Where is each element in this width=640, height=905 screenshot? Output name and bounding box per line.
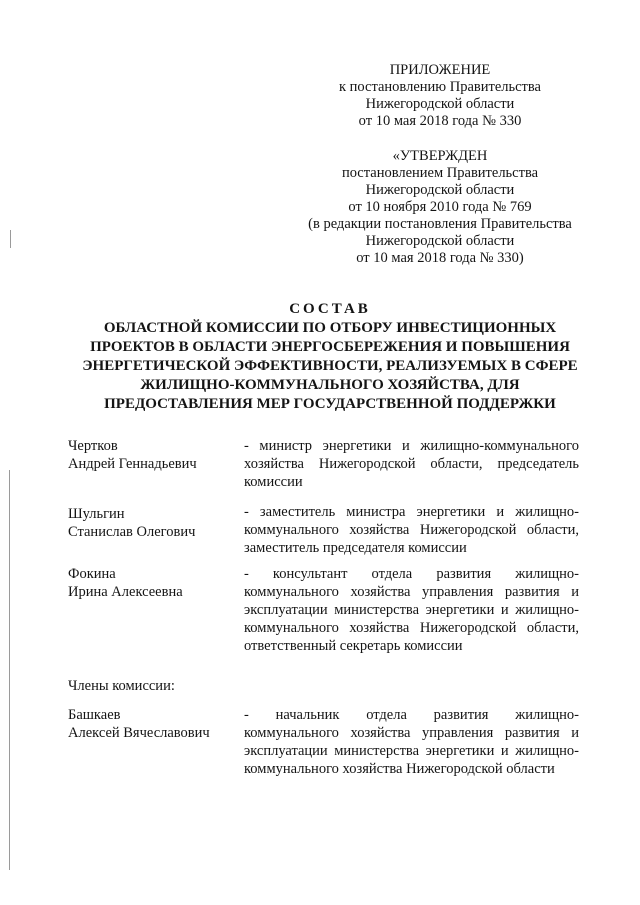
member-given-name: Алексей Вячеславович: [68, 725, 210, 741]
approved-line: постановлением Правительства: [341, 165, 539, 181]
approved-line: «УТВЕРЖДЕН: [392, 148, 488, 164]
person-given-name: Андрей Геннадьевич: [68, 456, 197, 472]
approved-line: от 10 ноября 2010 года № 769: [348, 199, 532, 215]
member-role: - начальник отдела развития жилищно-коммунального хозяйства управления развития и эксплуатации министерства энергетики и жилищно-коммунального хозяйства Нижегородской области: [244, 707, 579, 777]
scan-edge-line: [9, 470, 10, 870]
appendix-line: от 10 мая 2018 года № 330: [358, 113, 522, 129]
approved-line: Нижегородской области: [365, 233, 515, 249]
person-surname: Шульгин: [68, 506, 125, 522]
approved-line: от 10 мая 2018 года № 330): [356, 250, 524, 266]
person-surname: Фокина: [68, 566, 116, 582]
title-line: ЖИЛИЩНО-КОММУНАЛЬНОГО ХОЗЯЙСТВА, ДЛЯ: [140, 377, 520, 393]
appendix-line: Нижегородской области: [365, 96, 515, 112]
person-role: - заместитель министра энергетики и жилищно-коммунального хозяйства Нижегородской области, заместитель председателя комиссии: [244, 504, 579, 556]
title-line: ЭНЕРГЕТИЧЕСКОЙ ЭФФЕКТИВНОСТИ, РЕАЛИЗУЕМЫХ В СФЕРЕ: [82, 358, 578, 374]
member-name: [68, 706, 210, 742]
scan-edge-mark: [10, 230, 11, 248]
person-name: [68, 565, 183, 601]
appendix-line: к постановлению Правительства: [339, 79, 541, 95]
title-line: ПРОЕКТОВ В ОБЛАСТИ ЭНЕРГОСБЕРЕЖЕНИЯ И ПОВЫШЕНИЯ: [90, 339, 570, 355]
document-title: [70, 300, 590, 414]
person-role: - консультант отдела развития жилищно-коммунального хозяйства управления развития и эксплуатации министерства энергетики и жилищно-коммунального хозяйства Нижегородской области, ответственный секретарь комиссии: [244, 566, 579, 654]
person-role: - министр энергетики и жилищно-коммунального хозяйства Нижегородской области, председатель комиссии: [244, 438, 579, 490]
title-line: ОБЛАСТНОЙ КОМИССИИ ПО ОТБОРУ ИНВЕСТИЦИОННЫХ: [103, 320, 557, 336]
member-surname: Башкаев: [68, 707, 121, 723]
appendix-line: ПРИЛОЖЕНИЕ: [389, 62, 491, 78]
person-name: [68, 437, 197, 473]
approved-line: Нижегородской области: [365, 182, 515, 198]
person-given-name: Ирина Алексеевна: [68, 584, 183, 600]
approved-line: (в редакции постановления Правительства: [308, 216, 572, 232]
members-label: Члены комиссии:: [68, 678, 175, 694]
person-name: [68, 505, 195, 541]
person-surname: Чертков: [68, 438, 118, 454]
title-heading: СОСТАВ: [289, 301, 371, 317]
person-given-name: Станислав Олегович: [68, 524, 196, 540]
title-line: ПРЕДОСТАВЛЕНИЯ МЕР ГОСУДАРСТВЕННОЙ ПОДДЕРЖКИ: [104, 396, 556, 412]
